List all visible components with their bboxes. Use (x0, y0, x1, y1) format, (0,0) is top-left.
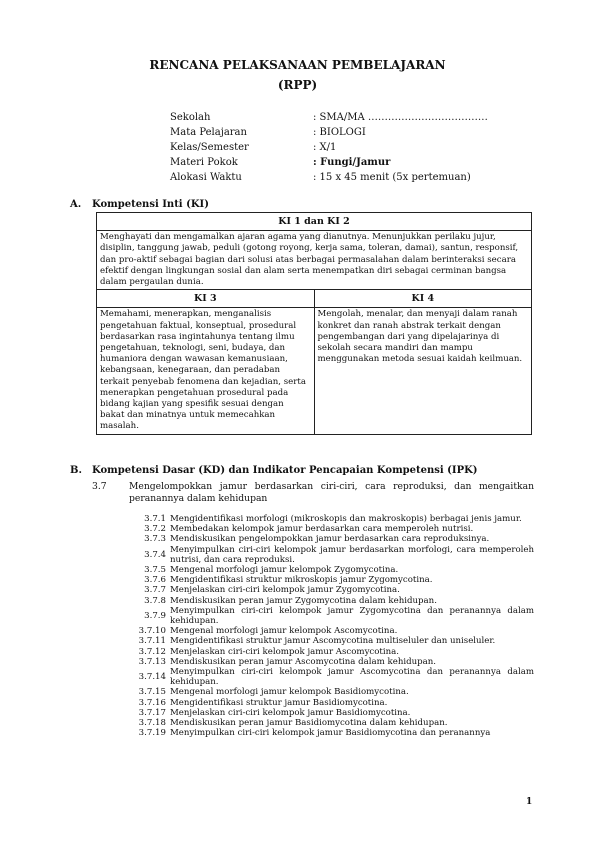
section-b-heading (70, 465, 478, 476)
indicator-item (124, 708, 534, 718)
indicator-item (124, 514, 534, 524)
indicator-number: 3.7.3 (144, 534, 166, 545)
indicator-number: 3.7.12 (138, 646, 166, 657)
indicator-item (124, 575, 534, 585)
ki-12-text: Menghayati dan mengamalkan ajaran agama yang dianutnya. Menunjukkan perilaku jujur, disiplin, tanggung jawab, peduli (gotong royong, kerja sama, toleran, damai), santun, responsif, dan pro-aktif sebagai bagian dari solusi atas berbagai permasalahan dalam berinteraksi secara efektif dengan lingkungan sosial dan alam serta menempatkan diri sebagai cerminan bangsa dalam pergaulan dunia. (97, 231, 532, 290)
identity-value: : BIOLOGI (313, 127, 366, 138)
indicator-number: 3.7.19 (138, 728, 166, 739)
page-title: RENCANA PELAKSANAAN PEMBELAJARAN (149, 58, 446, 72)
indicator-number: 3.7.1 (144, 514, 166, 524)
indicator-item (124, 565, 534, 575)
indicator-number: 3.7.7 (144, 585, 166, 596)
indicator-number: 3.7.17 (138, 707, 166, 718)
indicator-text: Mendiskusikan pengelompokkan jamur berdasarkan cara reproduksinya. (170, 534, 490, 545)
section-b-letter: B. (70, 465, 82, 476)
indicator-text: Mendiskusikan peran jamur Basidiomycotina dalam kehidupan. (170, 718, 448, 729)
indicator-number: 3.7.15 (138, 687, 166, 698)
indicator-item (124, 626, 534, 636)
indicator-item (124, 534, 534, 544)
indicator-item (124, 606, 534, 626)
indicator-text: Mengenal morfologi jamur kelompok Basidiomycotina. (170, 687, 409, 698)
indicator-item (124, 596, 534, 606)
ki-3-text: Memahami, menerapkan, menganalisis pengetahuan faktual, konseptual, prosedural berdasarkan rasa ingintahunya tentang ilmu pengetahuan, teknologi, seni, budaya, dan humaniora dengan wawasan kemanusiaan, kebangsaan, kenegaraan, dan peradaban terkait penyebab fenomena dan kejadian, serta menerapkan pengetahuan prosedural pada bidang kajian yang spesifik sesuai dengan bakat dan minatnya untuk memecahkan masalah. (97, 308, 315, 434)
indicator-number: 3.7.9 (144, 610, 166, 621)
indicator-number: 3.7.4 (144, 549, 166, 560)
indicator-text: Mendiskusikan peran jamur Zygomycotina dalam kehidupan. (170, 595, 437, 606)
indicator-list (124, 514, 534, 738)
kd-text: Mengelompokkan jamur berdasarkan ciri-ciri, cara reproduksi, dan mengaitkan peranannya dalam kehidupan (129, 481, 534, 504)
indicator-number: 3.7.6 (144, 575, 166, 586)
ki-table (96, 212, 532, 435)
section-a-heading (70, 199, 209, 210)
indicator-text: Menyimpulkan ciri-ciri kelompok jamur Basidiomycotina dan peranannya (170, 728, 491, 739)
indicator-number: 3.7.2 (144, 524, 166, 535)
indicator-item (124, 667, 534, 687)
indicator-number: 3.7.13 (138, 656, 166, 667)
ki-4-text: Mengolah, menalar, dan menyaji dalam ranah konkret dan ranah abstrak terkait dengan pengembangan dari yang dipelajarinya di sekolah secara mandiri dan mampu menggunakan metoda sesuai kaidah keilmuan. (314, 308, 532, 434)
indicator-item (124, 718, 534, 728)
kd-item (92, 481, 534, 504)
indicator-number: 3.7.18 (138, 718, 166, 729)
indicator-number: 3.7.8 (144, 595, 166, 606)
indicator-item (124, 698, 534, 708)
indicator-number: 3.7.11 (138, 636, 166, 647)
indicator-text: Menyimpulkan ciri-ciri kelompok jamur berdasarkan morfologi, cara memperoleh nutrisi, dan cara reproduksi. (170, 544, 534, 565)
indicator-number: 3.7.16 (138, 697, 166, 708)
identity-table (170, 110, 488, 185)
indicator-text: Mengidentifikasi struktur jamur Ascomycotina multiseluler dan uniseluler. (170, 636, 496, 647)
identity-label: Kelas/Semester (170, 142, 249, 153)
kd-number: 3.7 (92, 481, 107, 492)
identity-label: Materi Pokok (170, 157, 238, 168)
indicator-text: Menjelaskan ciri-ciri kelompok jamur Zygomycotina. (170, 585, 400, 596)
indicator-item (124, 647, 534, 657)
indicator-text: Menjelaskan ciri-ciri kelompok jamur Ascomycotina. (170, 646, 399, 657)
indicator-number: 3.7.5 (144, 565, 166, 576)
indicator-item (124, 545, 534, 565)
section-a-title: Kompetensi Inti (KI) (92, 199, 209, 210)
indicator-number: 3.7.14 (138, 672, 166, 683)
indicator-text: Menyimpulkan ciri-ciri kelompok jamur Ascomycotina dan peranannya dalam kehidupan. (170, 667, 534, 688)
indicator-item (124, 524, 534, 534)
section-a-letter: A. (70, 199, 82, 210)
identity-row (170, 170, 488, 185)
indicator-text: Mengidentifikasi struktur mikroskopis jamur Zygomycotina. (170, 575, 433, 586)
page-number: 1 (526, 797, 533, 807)
ki-3-header: KI 3 (97, 290, 315, 308)
indicator-text: Menyimpulkan ciri-ciri kelompok jamur Zygomycotina dan peranannya dalam kehidupan. (170, 605, 534, 627)
indicator-item (124, 657, 534, 667)
identity-row (170, 110, 488, 125)
indicator-text: Menjelaskan ciri-ciri kelompok jamur Basidiomycotina. (170, 707, 411, 718)
page-subtitle: (RPP) (277, 78, 318, 92)
indicator-item (124, 728, 534, 738)
identity-label: Sekolah (170, 112, 211, 123)
identity-value: : Fungi/Jamur (313, 157, 391, 168)
indicator-text: Mengenal morfologi jamur kelompok Ascomycotina. (170, 626, 398, 637)
indicator-text: Mengenal morfologi jamur kelompok Zygomycotina. (170, 565, 399, 576)
indicator-item (124, 585, 534, 595)
indicator-text: Mengidentifikasi struktur jamur Basidiomycotina. (170, 697, 388, 708)
identity-value: : SMA/MA ……………………………… (313, 112, 488, 123)
indicator-text: Mengidentifikasi morfologi (mikroskopis dan makroskopis) berbagai jenis jamur. (170, 514, 522, 524)
indicator-text: Mendiskusikan peran jamur Ascomycotina dalam kehidupan. (170, 656, 437, 667)
section-b-title: Kompetensi Dasar (KD) dan Indikator Pencapaian Kompetensi (IPK) (92, 465, 478, 476)
ki-12-header: KI 1 dan KI 2 (97, 213, 532, 231)
identity-row (170, 155, 488, 170)
identity-row (170, 125, 488, 140)
identity-value: : 15 x 45 menit (5x pertemuan) (313, 172, 471, 183)
indicator-number: 3.7.10 (138, 626, 166, 637)
ki-4-header: KI 4 (314, 290, 532, 308)
indicator-item (124, 687, 534, 697)
identity-label: Mata Pelajaran (170, 127, 247, 138)
indicator-text: Membedakan kelompok jamur berdasarkan cara memperoleh nutrisi. (170, 524, 474, 535)
indicator-item (124, 636, 534, 646)
identity-row (170, 140, 488, 155)
identity-value: : X/1 (313, 142, 337, 153)
identity-label: Alokasi Waktu (170, 172, 242, 183)
